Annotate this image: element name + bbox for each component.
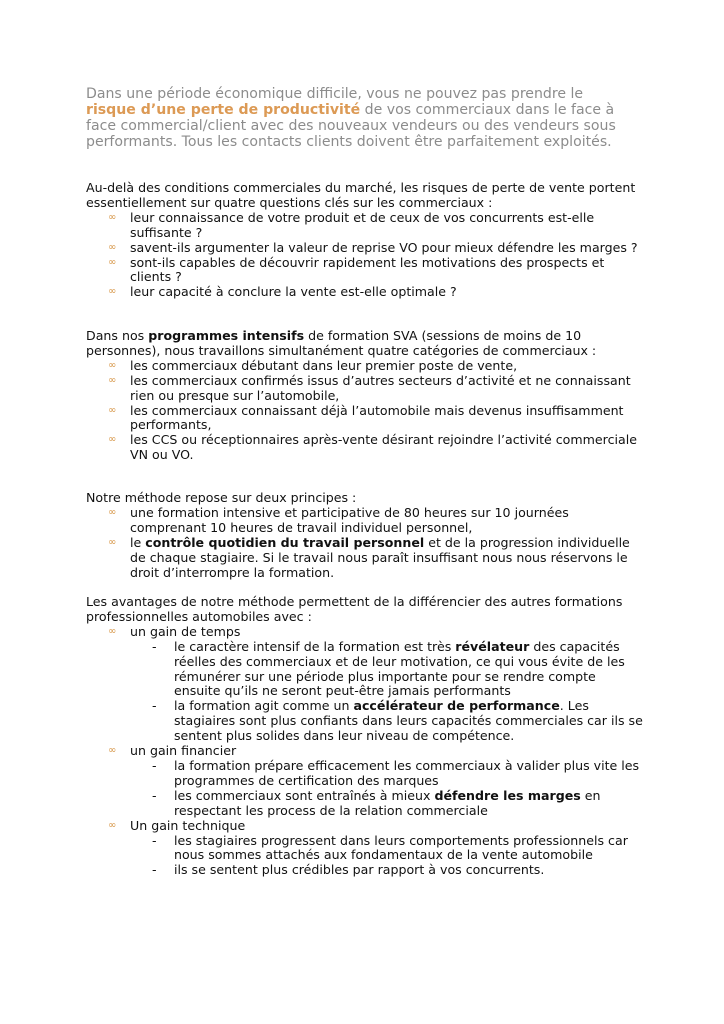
- list-item: ∞ savent-ils argumenter la valeur de reprise VO pour mieux défendre les marges ?: [108, 239, 638, 255]
- list-item: ∞ une formation intensive et participative de 80 heures sur 10 journées comprenant 10 heures de travail individuel personnel,: [108, 504, 569, 535]
- list-item: ∞ leur connaissance de votre produit et de ceux de vos concurrents est-elle suffisante ?: [108, 209, 595, 240]
- bullet-icon: ∞: [108, 506, 117, 518]
- risk-list: [86, 211, 646, 300]
- section-lead: Dans nos programmes intensifs de formation SVA (sessions de moins de 10 personnes), nous travaillons simultanément quatre catégories de commerciaux :: [86, 328, 597, 358]
- intro-emphasis: risque d’une perte de productivité: [86, 102, 361, 118]
- bullet-icon: ∞: [108, 256, 117, 268]
- list-item: [86, 625, 646, 744]
- sub-list-item: - les commerciaux sont entraînés à mieux défendre les marges en respectant les process de la relation commerciale: [152, 787, 601, 818]
- list-item: ∞ sont-ils capables de découvrir rapidement les motivations des prospects et clients ?: [108, 254, 605, 285]
- bullet-icon: ∞: [108, 404, 117, 416]
- bullet-icon: ∞: [108, 819, 117, 831]
- section-lead: Au-delà des conditions commerciales du marché, les risques de perte de vente portent essentiellement sur quatre questions clés sur les commerciaux :: [86, 180, 636, 210]
- bullet-icon: ∞: [108, 359, 117, 371]
- advantage-label: un gain financier: [130, 743, 237, 759]
- emphasis-text: accélérateur de performance: [353, 698, 560, 714]
- section-risks: [86, 181, 646, 300]
- dash-marker: -: [152, 832, 157, 848]
- bullet-icon: ∞: [108, 745, 117, 757]
- dash-marker: -: [152, 698, 157, 714]
- sub-list-item: - la formation prépare efficacement les commerciaux à valider plus vite les programmes de certification des marques: [152, 757, 640, 788]
- emphasis-text: défendre les marges: [434, 787, 581, 803]
- emphasis-text: révélateur: [455, 638, 530, 654]
- emphasis-text: contrôle quotidien du travail personnel: [145, 534, 425, 550]
- list-item: ∞ les commerciaux connaissant déjà l’automobile mais devenus insuffisamment performants,: [108, 402, 624, 433]
- dash-marker: -: [152, 638, 157, 654]
- sub-list: [130, 759, 646, 819]
- list-item: [86, 744, 646, 819]
- section-advantages: [86, 595, 646, 878]
- section-lead: Notre méthode repose sur deux principes :: [86, 490, 357, 505]
- sub-list-item: - ils se sentent plus crédibles par rapport à vos concurrents.: [152, 862, 545, 878]
- list-item: ∞ les CCS ou réceptionnaires après-vente désirant rejoindre l’activité commerciale VN ou VO.: [108, 432, 637, 463]
- bullet-icon: ∞: [108, 211, 117, 223]
- sub-list-item: - le caractère intensif de la formation est très révélateur des capacités réelles des commerciaux et de leur motivation, ce qui vous évite de les rémunérer sur une période plus importante pour se rendre compte ensuite qu’ils ne seront peut-être jamais performants: [152, 638, 625, 699]
- section-programs: [86, 329, 646, 463]
- list-item: ∞ les commerciaux confirmés issus d’autres secteurs d’activité et ne connaissant rien ou presque sur l’automobile,: [108, 372, 631, 403]
- intro-paragraph: [86, 86, 626, 150]
- bullet-icon: ∞: [108, 241, 117, 253]
- bullet-icon: ∞: [108, 286, 117, 298]
- bullet-icon: ∞: [108, 625, 117, 637]
- category-list: [86, 359, 646, 463]
- bullet-icon: ∞: [108, 374, 117, 386]
- advantage-label: un gain de temps: [130, 623, 241, 639]
- list-item: ∞ les commerciaux débutant dans leur premier poste de vente,: [108, 357, 518, 373]
- dash-marker: -: [152, 862, 157, 878]
- bullet-icon: ∞: [108, 536, 117, 548]
- advantage-list: [86, 625, 646, 878]
- bullet-icon: ∞: [108, 434, 117, 446]
- section-lead: Les avantages de notre méthode permettent de la différencier des autres formations professionnelles automobiles avec :: [86, 594, 623, 624]
- dash-marker: -: [152, 787, 157, 803]
- intro-text: Dans une période économique difficile, vous ne pouvez pas prendre le: [86, 86, 584, 102]
- emphasis-text: programmes intensifs: [148, 328, 305, 343]
- sub-list: [130, 834, 646, 879]
- intro-text: de vos commerciaux dans le face à face commercial/client avec des nouveaux vendeurs ou des vendeurs sous performants. Tous les contacts clients doivent être parfaitement exploités.: [86, 102, 616, 150]
- list-item: ∞ le contrôle quotidien du travail personnel et de la progression individuelle de chaque stagiaire. Si le travail nous paraît insuffisant nous nous réservons le droit d’interrompre la formation.: [108, 534, 630, 580]
- section-method: [86, 491, 646, 580]
- sub-list: [130, 640, 646, 744]
- advantage-label: Un gain technique: [130, 817, 246, 833]
- sub-list-item: - les stagiaires progressent dans leurs comportements professionnels car nous sommes attachés aux fondamentaux de la vente automobile: [152, 832, 628, 863]
- dash-marker: -: [152, 757, 157, 773]
- list-item: ∞ leur capacité à conclure la vente est-elle optimale ?: [108, 284, 457, 300]
- sub-list-item: - la formation agit comme un accélérateur de performance. Les stagiaires sont plus confiants dans leurs capacités commerciales car ils se sentent plus solides dans leur niveau de compétence.: [152, 698, 643, 744]
- list-item: [86, 819, 646, 879]
- principle-list: [86, 506, 646, 581]
